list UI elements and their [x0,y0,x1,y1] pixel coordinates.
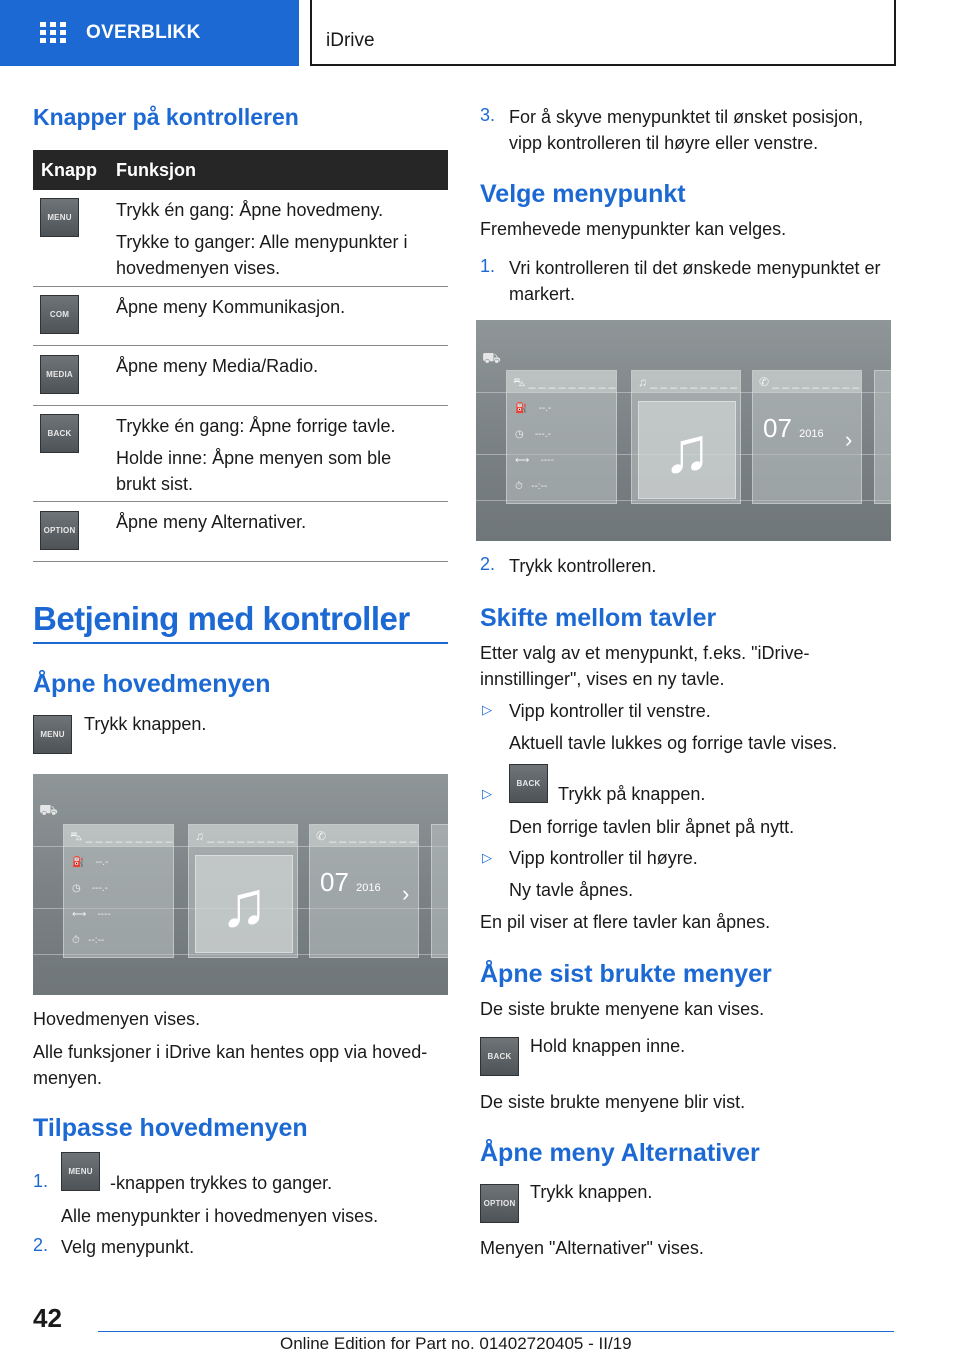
instruction-text: Trykk knappen. [530,1182,653,1202]
idrive-menu-highlight-screenshot [476,320,891,541]
table-cell-text: Trykk én gang: Åpne hovedmeny. [116,200,384,220]
communication-card [309,824,419,958]
table-cell-text: Trykke én gang: Åpne forrige tavle. [116,416,396,436]
instruction-text: Trykk knappen. [84,714,207,734]
bullet-triangle-icon: ▷ [482,786,492,801]
card-title: ✆ _ _ _ _ _ _ _ _ _ [753,371,861,393]
instruction-text: Hold knappen inne. [530,1036,686,1056]
select-heading: Velge menypunkt [480,180,686,208]
open-main-menu-heading: Åpne hovedmenyen [33,670,271,698]
card-title: ✆ _ _ _ _ _ _ _ _ _ [310,825,418,847]
table-divider [33,405,448,406]
page-number: 42 [33,1303,62,1333]
card-title: ⛍ _ _ _ _ _ _ _ _ _ [64,825,173,847]
grid-icon [40,22,66,44]
col-header-key: Knapp [41,160,97,180]
section-tab-overview[interactable] [0,0,299,66]
step-sub-text: Alle menypunkter i hovedmenyen vises. [61,1206,379,1226]
date-display: 07 2016 [763,413,824,443]
heading-rule [33,642,448,644]
chevron-right-icon: › [402,881,410,906]
card-title: ♫ _ _ _ _ _ _ _ _ _ [632,371,740,393]
option-key-icon: OPTION [480,1184,519,1223]
table-divider [33,345,448,346]
menu-key-icon: MENU [33,715,72,754]
music-note-icon: ♫ [195,855,293,953]
bullet-text: Vipp kontroller til høyre. [509,848,698,868]
back-key-icon: BACK [40,414,79,453]
media-key-icon: MEDIA [40,355,79,394]
step-text: For å skyve menypunktet til ønsket posisjon, vipp kontrolleren til høyre eller venstre. [509,107,864,153]
communication-card [752,370,862,504]
step-text: Vri kontrolleren til det ønskede menypunktet er markert. [509,258,881,304]
back-key-icon: BACK [480,1037,519,1076]
table-cell-text: Åpne meny Kommunikasjon. [116,297,346,317]
step-number: 2. [33,1235,49,1255]
bullet-text: Trykk på knappen. [558,784,706,804]
step-number: 1. [33,1171,49,1191]
option-key-icon: OPTION [40,511,79,550]
main-heading: Betjening med kontroller [33,600,410,637]
bullet-triangle-icon: ▷ [482,702,492,717]
body-text: De siste brukte menyene blir vist. [480,1092,746,1112]
bullet-sub-text: Aktuell tavle lukkes og forrige tavle vises. [509,733,838,753]
body-text: De siste brukte menyene kan vises. [480,999,765,1019]
options-heading: Åpne meny Alternativer [480,1139,760,1167]
card-title: ♫ _ _ _ _ _ _ _ _ _ [189,825,297,847]
bullet-triangle-icon: ▷ [482,850,492,865]
body-text: Etter valg av et menypunkt, f.eks. "iDrive-innstillinger", vises en ny tavle. [480,643,810,689]
vehicle-info-card [63,824,174,958]
table-cell-text: Trykke to ganger: Alle menypunkter i hovedmenyen vises. [116,232,408,278]
table-divider [33,501,448,502]
idrive-main-menu-screenshot [33,774,448,995]
time-row: ⏱ --:-- [72,935,105,946]
vehicle-icon: ⛟ [482,350,501,367]
range-row: ⟷ ---- [515,455,554,466]
vehicle-icon: ⛟ [39,802,58,819]
step-text: Velg menypunkt. [61,1237,195,1257]
table-cell-text: Åpne meny Media/Radio. [116,356,319,376]
step-text: Trykk kontrolleren. [509,556,657,576]
step-number: 2. [480,554,496,574]
col-header-function: Funksjon [116,160,196,180]
bullet-sub-text: Ny tavle åpnes. [509,880,634,900]
body-text: En pil viser at flere tavler kan åpnes. [480,912,771,932]
fuel-row: ⛽ --.- [72,857,109,868]
range-row: ⟷ ---- [72,909,111,920]
table-divider [33,286,448,287]
com-key-icon: COM [40,295,79,334]
menu-key-icon: MENU [40,198,79,237]
recent-heading: Åpne sist brukte menyer [480,960,772,988]
body-text: Fremhevede menypunkter kan velges. [480,219,787,239]
step-number: 3. [480,105,496,125]
menu-key-icon: MENU [61,1152,100,1191]
speed-row: ◷ ---.- [515,429,551,440]
step-text: -knappen trykkes to ganger. [110,1173,333,1193]
time-row: ⏱ --:-- [515,481,548,492]
date-display: 07 2016 [320,867,381,897]
chevron-right-icon: › [845,427,853,452]
fuel-row: ⛽ --.- [515,403,552,414]
section-tab-label: OVERBLIKK [86,22,201,43]
footer-rule [98,1331,894,1332]
table-section-title: Knapper på kontrolleren [33,104,299,130]
bullet-sub-text: Den forrige tavlen blir åpnet på nytt. [509,817,795,837]
table-divider [33,561,448,562]
switch-heading: Skifte mellom tavler [480,604,717,632]
next-card [874,370,891,504]
body-text: Hovedmenyen vises. [33,1009,201,1029]
table-cell-text: Åpne meny Alternativer. [116,512,307,532]
body-text: Alle funksjoner i iDrive kan hentes opp via hoved-menyen. [33,1042,428,1088]
media-card [631,370,741,504]
vehicle-info-card [506,370,617,504]
chapter-title: iDrive [326,30,375,51]
speed-row: ◷ ---.- [72,883,108,894]
footer-edition: Online Edition for Part no. 01402720405 - II/19 [280,1334,632,1353]
table-cell-text: Holde inne: Åpne menyen som ble brukt sist. [116,448,392,494]
bullet-text: Vipp kontroller til venstre. [509,701,711,721]
header-title-box [310,0,896,66]
media-card [188,824,298,958]
next-card [431,824,448,958]
buttons-table-header [33,150,448,190]
step-number: 1. [480,256,496,276]
customize-heading: Tilpasse hovedmenyen [33,1114,308,1142]
card-title: ⛍ _ _ _ _ _ _ _ _ _ [507,371,616,393]
body-text: Menyen "Alternativer" vises. [480,1238,704,1258]
back-key-icon: BACK [509,764,548,803]
music-note-icon: ♫ [638,401,736,499]
